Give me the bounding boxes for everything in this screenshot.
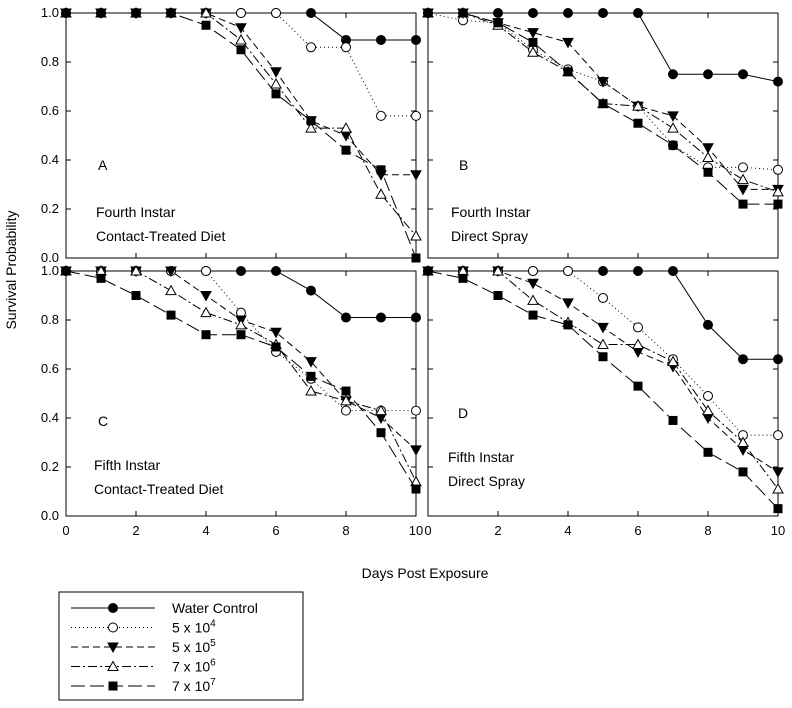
- panel-d: [423, 266, 785, 538]
- x-tick-label: 6: [634, 523, 642, 538]
- data-point: [634, 119, 642, 127]
- data-point: [529, 267, 538, 276]
- data-point: [132, 292, 140, 300]
- data-point: [528, 295, 538, 304]
- data-point: [563, 299, 573, 308]
- data-point: [773, 468, 783, 477]
- data-point: [62, 267, 70, 275]
- data-point: [668, 123, 678, 132]
- y-tick-label: 1.0: [40, 5, 59, 20]
- data-point: [739, 70, 748, 79]
- data-point: [237, 331, 245, 339]
- data-point: [342, 43, 351, 52]
- y-tick-label: 0.6: [40, 103, 59, 118]
- legend-exponent: 4: [210, 618, 216, 630]
- data-point: [599, 9, 608, 18]
- panel-annotation: Contact-Treated Diet: [94, 481, 224, 497]
- data-point: [529, 311, 537, 319]
- data-point: [377, 429, 385, 437]
- data-point: [634, 382, 642, 390]
- data-point: [376, 189, 386, 198]
- data-point: [703, 406, 713, 415]
- x-tick-label: 8: [704, 523, 712, 538]
- data-point: [411, 171, 421, 180]
- data-point: [272, 267, 281, 276]
- series-line: [66, 271, 416, 411]
- data-point: [271, 328, 281, 337]
- data-point: [306, 386, 316, 395]
- series-line: [428, 13, 778, 204]
- legend-label: 5 x $10^5$: [172, 638, 216, 655]
- series-7-x-10-7: [424, 9, 782, 208]
- data-point: [669, 70, 678, 79]
- y-tick-label: 1.0: [40, 263, 59, 278]
- series-line: [66, 271, 416, 450]
- data-point: [704, 391, 713, 400]
- legend-exponent: 7: [210, 677, 216, 688]
- series-5-x-10-5: [61, 267, 421, 455]
- x-axis-label: Days Post Exposure: [361, 565, 489, 581]
- data-point: [412, 35, 421, 44]
- panel-annotation: Direct Spray: [448, 473, 526, 489]
- data-point: [202, 267, 211, 276]
- data-point: [307, 9, 316, 18]
- x-tick-label: 4: [564, 523, 572, 538]
- data-point: [529, 9, 538, 18]
- data-point: [132, 9, 140, 17]
- data-point: [412, 485, 420, 493]
- data-point: [634, 323, 643, 332]
- data-point: [703, 414, 713, 423]
- data-point: [412, 313, 421, 322]
- data-point: [564, 267, 573, 276]
- data-point: [529, 38, 537, 46]
- plot-frame: [428, 13, 778, 258]
- data-point: [599, 293, 608, 302]
- data-point: [704, 320, 713, 329]
- panel-annotation: Fifth Instar: [448, 449, 515, 465]
- data-point: [774, 200, 782, 208]
- data-point: [459, 274, 467, 282]
- y-tick-label: 0.8: [40, 312, 59, 327]
- data-point: [739, 200, 747, 208]
- data-point: [739, 468, 747, 476]
- panel-letter: B: [459, 157, 469, 173]
- data-point: [237, 267, 246, 276]
- data-point: [202, 21, 210, 29]
- data-point: [738, 175, 748, 184]
- data-point: [739, 163, 748, 172]
- data-point: [703, 153, 713, 162]
- legend-marker: [109, 682, 117, 690]
- data-point: [424, 9, 432, 17]
- data-point: [774, 165, 783, 174]
- y-axis-label: Survival Probability: [3, 210, 19, 330]
- data-point: [377, 35, 386, 44]
- data-point: [599, 100, 607, 108]
- series-line: [428, 13, 778, 82]
- panel-annotation: Fifth Instar: [94, 457, 161, 473]
- series-water-control: [424, 9, 783, 87]
- data-point: [167, 311, 175, 319]
- data-point: [411, 446, 421, 455]
- data-point: [774, 77, 783, 86]
- data-point: [704, 168, 712, 176]
- x-tick-label: 2: [132, 523, 140, 538]
- data-point: [377, 166, 385, 174]
- data-point: [773, 484, 783, 493]
- data-point: [528, 279, 538, 288]
- data-point: [412, 406, 421, 415]
- legend-marker: [109, 604, 118, 613]
- data-point: [598, 340, 608, 349]
- data-point: [342, 406, 351, 415]
- x-tick-label: 0: [424, 523, 432, 538]
- data-point: [459, 9, 467, 17]
- data-point: [272, 9, 281, 18]
- data-point: [633, 348, 643, 357]
- data-point: [377, 111, 386, 120]
- panel-annotation: Fourth Instar: [96, 204, 176, 220]
- series-7-x-10-6: [61, 266, 421, 486]
- y-tick-label: 0.6: [40, 361, 59, 376]
- data-point: [341, 132, 351, 141]
- legend-label: 7 x $10^6$: [172, 657, 216, 675]
- data-point: [634, 267, 643, 276]
- data-point: [166, 286, 176, 295]
- legend-label: 5 x $10^4$: [172, 618, 216, 636]
- x-tick-label: 8: [342, 523, 350, 538]
- x-tick-label: 4: [202, 523, 210, 538]
- legend-item-3: [71, 638, 216, 655]
- data-point: [412, 111, 421, 120]
- data-point: [494, 9, 503, 18]
- data-point: [598, 323, 608, 332]
- legend-item-1: [71, 600, 258, 616]
- data-point: [342, 146, 350, 154]
- data-point: [564, 9, 573, 18]
- x-tick-label: 10: [770, 523, 786, 538]
- chart-panels: [41, 5, 785, 538]
- panel-annotation: Contact-Treated Diet: [96, 228, 226, 244]
- y-tick-label: 0.4: [40, 410, 59, 425]
- y-tick-label: 0.2: [40, 459, 59, 474]
- x-tick-label: 0: [62, 523, 70, 538]
- data-point: [599, 267, 608, 276]
- data-point: [739, 355, 748, 364]
- data-point: [342, 387, 350, 395]
- y-tick-label: 0.4: [40, 152, 59, 167]
- y-tick-label: 0.8: [40, 54, 59, 69]
- data-point: [634, 9, 643, 18]
- data-point: [97, 9, 105, 17]
- data-point: [307, 286, 316, 295]
- panel-annotation: Direct Spray: [451, 228, 529, 244]
- y-tick-label: 0.2: [40, 201, 59, 216]
- data-point: [564, 321, 572, 329]
- data-point: [774, 431, 783, 440]
- series-water-control: [424, 267, 783, 364]
- legend: [59, 592, 303, 700]
- data-point: [669, 416, 677, 424]
- panel-letter: D: [458, 405, 469, 421]
- panel-b: [423, 8, 783, 258]
- x-tick-label: 2: [494, 523, 502, 538]
- series-7-x-10-7: [62, 9, 420, 262]
- data-point: [272, 343, 280, 351]
- data-point: [494, 19, 502, 27]
- data-point: [201, 308, 211, 317]
- data-point: [237, 9, 246, 18]
- data-point: [167, 9, 175, 17]
- data-point: [202, 331, 210, 339]
- legend-item-5: [71, 677, 216, 694]
- panel-letter: A: [98, 157, 108, 173]
- data-point: [377, 313, 386, 322]
- x-tick-label: 10: [408, 523, 424, 538]
- legend-marker: [109, 623, 118, 632]
- y-tick-label: 0.0: [40, 508, 59, 523]
- legend-exponent: 6: [210, 657, 216, 669]
- data-point: [201, 292, 211, 301]
- data-point: [97, 274, 105, 282]
- data-point: [271, 79, 281, 88]
- data-point: [669, 267, 678, 276]
- legend-exponent: 5: [210, 638, 216, 649]
- data-point: [774, 355, 783, 364]
- legend-item-2: [71, 619, 216, 636]
- x-tick-label: 6: [272, 523, 280, 538]
- data-point: [236, 320, 246, 329]
- data-point: [738, 446, 748, 455]
- series-5-x-10-4: [62, 267, 421, 416]
- data-point: [307, 117, 315, 125]
- legend-label: Water Control: [172, 600, 258, 616]
- data-point: [307, 372, 315, 380]
- data-point: [412, 254, 420, 262]
- panel-a: [41, 5, 421, 265]
- data-point: [703, 144, 713, 153]
- legend-item-4: [71, 658, 216, 675]
- data-point: [236, 35, 246, 44]
- series-line: [428, 13, 778, 170]
- data-point: [272, 90, 280, 98]
- data-point: [669, 141, 677, 149]
- data-point: [271, 68, 281, 77]
- y-tick-label: 0.0: [40, 250, 59, 265]
- data-point: [237, 46, 245, 54]
- data-point: [307, 43, 316, 52]
- panel-c: [41, 263, 423, 538]
- series-5-x-10-4: [424, 9, 783, 175]
- legend-label: 7 x $10^7$: [172, 677, 216, 694]
- data-point: [774, 505, 782, 513]
- data-point: [704, 70, 713, 79]
- data-point: [564, 68, 572, 76]
- series-line: [66, 271, 416, 482]
- data-point: [599, 353, 607, 361]
- panel-letter: C: [98, 413, 109, 429]
- data-point: [62, 9, 70, 17]
- tick-marks: [428, 13, 778, 258]
- data-point: [342, 313, 351, 322]
- data-point: [704, 448, 712, 456]
- panel-annotation: Fourth Instar: [451, 204, 531, 220]
- data-point: [494, 292, 502, 300]
- data-point: [424, 267, 432, 275]
